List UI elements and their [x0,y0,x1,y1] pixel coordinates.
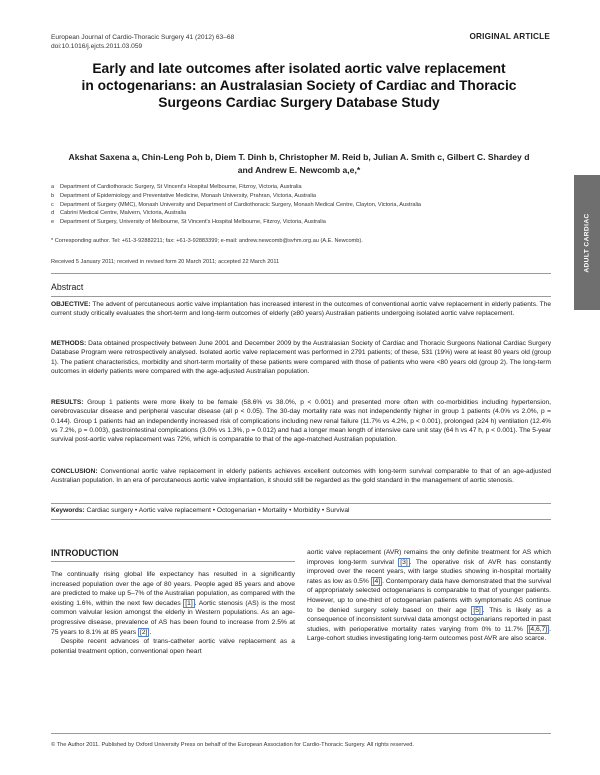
divider [51,503,551,504]
title-line: Surgeons Cardiac Surgery Database Study [158,95,440,110]
section-side-tab [574,175,600,310]
methods-label: METHODS: [51,340,87,347]
intro-text: . This is likely as a consequence of inconsistent survival data amongst octogenarians reported in past studies, with perioperative mortality rates varying from 0% to 11.7% [307,606,551,633]
abstract-heading: Abstract [51,282,84,292]
affiliation-letter: e [51,219,55,226]
keywords-label: Keywords: [51,507,85,514]
affiliation-item [51,218,551,227]
title-line: Early and late outcomes after isolated aortic valve replacement [92,61,506,76]
affiliation-item [51,183,551,192]
intro-text: . Contemporary data have demonstrated that the survival of appropriately selected octogenarians is comparable to that of younger patients. However, up to one-third of octogenarian patients with symptomatic AS continue to be denied surgery solely based on their age [307,577,552,614]
divider [51,519,551,520]
divider [51,273,551,274]
affiliation-item [51,209,551,218]
intro-paragraph [307,548,551,644]
affiliation-letter: b [51,192,55,199]
affiliation-item [51,192,551,201]
affiliation-text: Department of Epidemiology and Preventative Medicine, Monash University, Prahran, Victoria, Australia [60,192,316,199]
journal-citation [51,33,234,51]
results-text: Group 1 patients were more likely to be female (58.6% vs 38.0%, p < 0.001) and presented more often with co-morbidities including hypertension, cerebrovascular disease and peripheral vascular disease (all p < 0.05). The 30-day mortality rate was not independently higher in group 1 patients (4.0% vs 2.0%, p = 0.144). Group 1 patients had an independently increased risk of complications including new renal failure (11.7% vs 4.2%, p < 0.001), prolonged (≥24 h) ventilation (12.4% vs 7.2%, p = 0.003), gastrointestinal complications (3.0% vs 1.3%, p = 0.012) and had a longer mean length of intensive care unit stay (64 h vs 47 h, p < 0.001). The 5-year survival post-aortic valve replacement was 72%, which is comparable to that of the age-matched Australian population. [51,399,551,444]
methods-text: Data obtained prospectively between June 2001 and December 2009 by the Australasian Society of Cardiac and Thoracic Surgeons National Cardiac Surgery Database Program were retrospectively analysed. Isolated aortic valve replacement was performed in 2791 patients; of these, 531 (19%) were at least 80 years old (group 1). The patient characteristics, morbidity and short-term mortality of these patients were compared with those of patients who were <80 years old (group 2). The long-term outcomes in elderly patients were compared with the age-adjusted Australian population. [51,340,551,375]
reference-link[interactable]: [2] [140,628,148,636]
reference-link[interactable]: [1] [185,599,193,607]
results-label: RESULTS: [51,399,84,406]
author-list [45,151,553,176]
intro-paragraph [51,570,295,637]
intro-right-column [307,548,551,644]
side-tab-label: ADULT CARDIAC [583,212,591,273]
abstract-conclusion [51,467,551,486]
abstract-objective [51,300,551,319]
affiliation-text: Cabrini Medical Centre, Malvern, Victoria, Australia [60,210,187,217]
intro-text: . The operative risk of AVR has constantly improved over the recent years, with large studies showing in-hospital mortality rates as low as 0.5% [307,558,552,585]
intro-paragraph [51,637,295,656]
corresponding-author: * Corresponding author. Tel: +61-3-92882211; fax: +61-3-92883399; e-mail: andrew.newcomb@svhm.org.au (A.E. Newcomb). [51,238,363,244]
section-label: ORIGINAL ARTICLE [469,32,550,41]
doi-line: doi:10.1016/j.ejcts.2011.03.059 [51,43,143,50]
conclusion-text: Conventional aortic valve replacement in elderly patients achieves excellent outcomes with long-term survival comparable to that of an age-adjusted Australian population. In an era of percutaneous aortic valve implantation, it should still be regarded as the gold standard in the management of aortic stenosis. [51,468,551,485]
reference-link[interactable]: [4] [372,577,381,585]
reference-link[interactable]: [4,6,7] [528,625,548,633]
affiliation-letter: d [51,210,55,217]
author-line: Akshat Saxena a, Chin-Leng Poh b, Diem T. Dinh b, Christopher M. Reid b, Julian A. Smith c, Gilbert C. Shardey d [68,152,530,162]
article-title [40,60,558,111]
divider [51,561,295,562]
author-line: and Andrew E. Newcomb a,e,* [237,164,361,175]
objective-label: OBJECTIVE: [51,301,91,308]
intro-text: . [149,628,152,636]
introduction-heading: INTRODUCTION [51,548,119,558]
intro-text: . Large-cohort studies investigating long-term outcomes post AVR are also scarce. [307,625,551,643]
conclusion-label: CONCLUSION: [51,468,98,475]
affiliation-text: Department of Cardiothoracic Surgery, St Vincent's Hospital Melbourne, Fitzroy, Victoria, Australia [60,184,302,190]
intro-left-column [51,570,295,656]
affiliation-letter: c [51,201,54,208]
abstract-methods [51,339,551,376]
divider [51,733,551,734]
intro-text: The continually rising global life expectancy has resulted in a significantly increased population over the age of 80 years. People aged 85 years and above are predicted to make up 5–7% of the Australian population, as compared with the existing 1.6%, within the next few decades [51,571,295,607]
affiliation-text: Department of Surgery (MMC), Monash University and Department of Cardiothoracic Surgery, Monash Medical Centre, Clayton, Victoria, Australia [60,201,422,208]
keywords [51,507,551,514]
reference-link[interactable]: [5] [473,606,481,614]
keywords-text: Cardiac surgery • Aortic valve replacement • Octogenarian • Mortality • Morbidity • Survival [84,507,350,514]
title-line: in octogenarians: an Australasian Society of Cardiac and Thoracic [81,78,517,93]
intro-text: aortic valve replacement (AVR) remains the only definite treatment for AS which improves long-term survival [307,549,551,566]
affiliation-item [51,201,551,210]
divider [51,296,551,297]
copyright-footer: © The Author 2011. Published by Oxford University Press on behalf of the European Association for Cardio-Thoracic Surgery. All rights reserved. [51,742,414,748]
affiliation-list [51,183,551,227]
received-dates: Received 5 January 2011; received in revised form 20 March 2011; accepted 22 March 2011 [51,259,280,265]
reference-link[interactable]: [3] [400,558,408,566]
intro-text: . Aortic stenosis (AS) is the most common valvular lesion amongst the elderly in Western populations. As an age-progressive disease, prevalence of AS has been found to increase from 2.5% at 75 years to 8.1% at 85 years [51,599,295,636]
intro-text: Despite recent advances of trans-catheter aortic valve replacement as a potential treatment option, conventional open heart [51,638,295,655]
affiliation-letter: a [51,184,55,190]
abstract-results [51,398,551,444]
journal-line: European Journal of Cardio-Thoracic Surgery 41 (2012) 63–68 [51,34,235,41]
objective-text: The advent of percutaneous aortic valve implantation has increased interest in the outcomes of conventional aortic valve replacement in elderly patients. The current study critically evaluates the short-term and long-term outcomes of elderly (≥80 years) Australian patients undergoing isolated aortic valve replacement. [51,301,551,318]
affiliation-text: Department of Surgery, University of Melbourne, St Vincent's Hospital Melbourne, Fitzroy, Victoria, Australia [60,219,326,226]
